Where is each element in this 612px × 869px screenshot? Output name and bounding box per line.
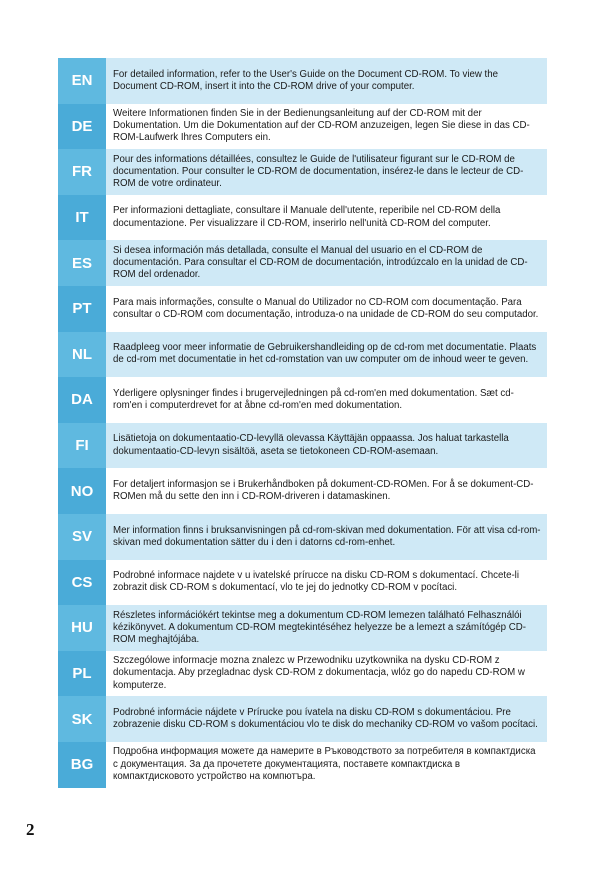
language-code: SK: [58, 696, 106, 742]
language-code: NL: [58, 332, 106, 378]
instruction-text: For detaljert informasjon se i Brukerhåndboken på dokument-CD-ROMen. For å se dokument-CD-ROMen må du sette den inn i CD-ROM-driveren i datamaskinen.: [106, 468, 547, 514]
language-code: HU: [58, 605, 106, 651]
language-row-en: [58, 58, 547, 104]
language-row-pt: [58, 286, 547, 332]
instruction-text: Per informazioni dettagliate, consultare il Manuale dell'utente, reperibile nel CD-ROM della documentazione. Per visualizzare il CD-ROM, inserirlo nell'unità CD-ROM del computer.: [106, 195, 547, 241]
language-code: CS: [58, 560, 106, 606]
language-row-sv: [58, 514, 547, 560]
language-row-fr: [58, 149, 547, 195]
language-row-es: [58, 240, 547, 286]
language-code: DA: [58, 377, 106, 423]
language-row-bg: [58, 742, 547, 788]
instruction-text: Raadpleeg voor meer informatie de Gebruikershandleiding op de cd-rom met documentatie. Plaats de cd-rom met documentatie in het cd-romstation van uw computer om de inhoud weer te geven.: [106, 332, 547, 378]
instruction-text: Подробна информация можете да намерите в Ръководството за потребителя в компактдиска с документация. За да прочетете документацията, поставете компактдиска в компактдисковото устройство на компютъра.: [106, 742, 547, 788]
instruction-text: Weitere Informationen finden Sie in der Bedienungsanleitung auf der CD-ROM mit der Dokumentation. Um die Dokumentation auf der CD-ROM anzuzeigen, legen Sie diese in das CD-ROM-Laufwerk Ihres Computers ein.: [106, 104, 547, 150]
instruction-text: Pour des informations détaillées, consultez le Guide de l'utilisateur figurant sur le CD-ROM de documentation. Pour consulter le CD-ROM de documentation, insérez-le dans le lecteur de CD-ROM de votre ordinateur.: [106, 149, 547, 195]
instruction-text: Podrobné informace najdete v u ivatelské prírucce na disku CD-ROM s dokumentací. Chcete-li zobrazit disk CD-ROM s dokumentací, vlo te jej do jednotky CD-ROM v pocítaci.: [106, 560, 547, 606]
instruction-text: Lisätietoja on dokumentaatio-CD-levyllä olevassa Käyttäjän oppaassa. Jos haluat tarkastella dokumentaatio-CD-levyn sisältöä, aseta se tietokoneen CD-ROM-asemaan.: [106, 423, 547, 469]
language-code: NO: [58, 468, 106, 514]
instruction-text: Részletes információkért tekintse meg a dokumentum CD-ROM lemezen található Felhasználói kézikönyvet. A dokumentum CD-ROM megtekintéséhez helyezze be a lemezt a számítógép CD-ROM meghajtójába.: [106, 605, 547, 651]
instruction-text: Podrobné informácie nájdete v Prírucke pou ívatela na disku CD-ROM s dokumentáciou. Pre zobrazenie disku CD-ROM s dokumentáciou vlo te disk do mechaniky CD-ROM vo vašom pocítaci.: [106, 696, 547, 742]
language-row-hu: [58, 605, 547, 651]
language-row-nl: [58, 332, 547, 378]
language-code: IT: [58, 195, 106, 241]
language-code: BG: [58, 742, 106, 788]
language-list: [58, 58, 547, 788]
language-code: FI: [58, 423, 106, 469]
language-code: DE: [58, 104, 106, 150]
language-row-it: [58, 195, 547, 241]
language-row-no: [58, 468, 547, 514]
language-code: ES: [58, 240, 106, 286]
language-row-cs: [58, 560, 547, 606]
instruction-text: Para mais informações, consulte o Manual do Utilizador no CD-ROM com documentação. Para consultar o CD-ROM com documentação, introduza-o na unidade de CD-ROM do seu computador.: [106, 286, 547, 332]
language-row-pl: [58, 651, 547, 697]
language-row-de: [58, 104, 547, 150]
language-row-fi: [58, 423, 547, 469]
instruction-text: Si desea información más detallada, consulte el Manual del usuario en el CD-ROM de documentación. Para consultar el CD-ROM de documentación, introdúzcalo en la unidad de CD-ROM del ordenador.: [106, 240, 547, 286]
instruction-text: Szczególowe informacje mozna znalezc w Przewodniku uzytkownika na dysku CD-ROM z dokumentacja. Aby przegladnac dysk CD-ROM z dokumentacja, wlóz go do napedu CD-ROM w komputerze.: [106, 651, 547, 697]
language-code: EN: [58, 58, 106, 104]
language-code: PL: [58, 651, 106, 697]
instruction-text: For detailed information, refer to the User's Guide on the Document CD-ROM. To view the Document CD-ROM, insert it into the CD-ROM drive of your computer.: [106, 58, 547, 104]
language-code: PT: [58, 286, 106, 332]
language-code: SV: [58, 514, 106, 560]
instruction-text: Yderligere oplysninger findes i brugervejledningen på cd-rom'en med dokumentation. Sæt cd-rom'en i computerdrevet for at åbne cd-rom'en med dokumentation.: [106, 377, 547, 423]
instruction-text: Mer information finns i bruksanvisningen på cd-rom-skivan med dokumentation. För att visa cd-rom-skivan med dokumentation sätter du i den i datorns cd-rom-enhet.: [106, 514, 547, 560]
language-row-da: [58, 377, 547, 423]
language-code: FR: [58, 149, 106, 195]
language-row-sk: [58, 696, 547, 742]
page-number: 2: [26, 820, 35, 839]
